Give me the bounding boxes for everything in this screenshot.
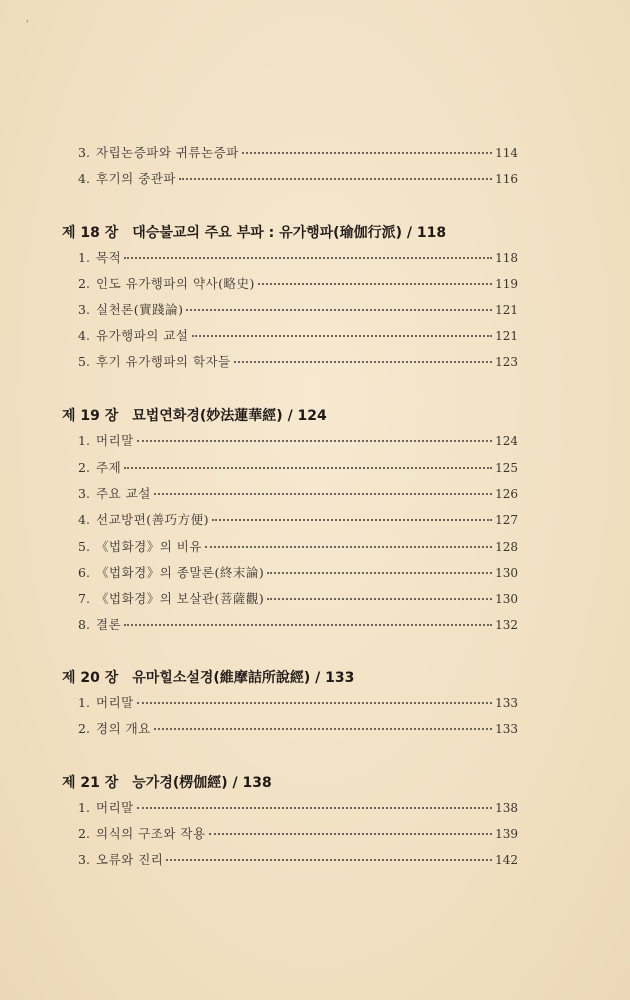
item-title: 선교방편(善巧方便) <box>96 512 210 527</box>
dot-leader <box>137 440 492 442</box>
item-number: 8. <box>78 617 90 632</box>
chapter-title: 능가경(楞伽經) / 138 <box>132 775 272 791</box>
toc-item <box>78 510 518 530</box>
dot-leader <box>154 493 492 495</box>
chapter-number: 제 19 장 <box>62 408 119 424</box>
item-title: 목적 <box>96 250 122 265</box>
page-number: 119 <box>495 277 518 291</box>
item-title: 주요 교설 <box>96 486 151 501</box>
toc-item <box>78 563 518 583</box>
item-number: 1. <box>78 250 90 265</box>
page-number: 139 <box>495 827 518 841</box>
item-number: 4. <box>78 328 90 343</box>
page-number: 121 <box>495 303 518 317</box>
chapter-number: 제 21 장 <box>62 775 119 791</box>
item-number: 2. <box>78 721 90 736</box>
item-number: 1. <box>78 800 90 815</box>
page-number: 142 <box>495 853 518 867</box>
item-title: 오류와 진리 <box>96 852 164 867</box>
dot-leader <box>179 178 492 180</box>
toc-item <box>78 798 518 818</box>
item-number: 2. <box>78 460 90 475</box>
chapter-heading <box>62 405 327 425</box>
item-title: 주제 <box>96 460 122 475</box>
page-number: 138 <box>495 801 518 815</box>
item-number: 4. <box>78 171 90 186</box>
item-title: 머리말 <box>96 695 134 710</box>
item-number: 5. <box>78 354 90 369</box>
dot-leader <box>192 335 493 337</box>
item-number: 2. <box>78 276 90 291</box>
toc-item <box>78 824 518 844</box>
chapter-heading <box>62 667 354 687</box>
dot-leader <box>137 702 492 704</box>
page-number: 121 <box>495 329 518 343</box>
chapter-title: 대승불교의 주요 부파 : 유가행파(瑜伽行派) / 118 <box>132 225 447 241</box>
item-number: 7. <box>78 591 90 606</box>
toc-item <box>78 326 518 346</box>
item-number: 2. <box>78 826 90 841</box>
dot-leader <box>242 152 492 154</box>
item-title: 인도 유가행파의 약사(略史) <box>96 276 255 291</box>
chapter-heading <box>62 222 446 242</box>
item-number: 3. <box>78 486 90 501</box>
dot-leader <box>166 859 492 861</box>
page-number: 126 <box>495 487 518 501</box>
page-number: 132 <box>495 618 518 632</box>
page-number: 116 <box>495 172 518 186</box>
chapter-title: 유마힐소설경(維摩詰所說經) / 133 <box>132 670 355 686</box>
page-number: 130 <box>495 592 518 606</box>
dot-leader <box>258 283 492 285</box>
dot-leader <box>186 309 492 311</box>
toc-item <box>78 719 518 739</box>
item-title: 머리말 <box>96 433 134 448</box>
dot-leader <box>234 361 492 363</box>
chapter-number: 제 20 장 <box>62 670 119 686</box>
page-number: 114 <box>495 146 518 160</box>
dot-leader <box>267 572 492 574</box>
toc-item <box>78 300 518 320</box>
chapter-number: 제 18 장 <box>62 225 119 241</box>
page-number: 133 <box>495 696 518 710</box>
toc-item <box>78 693 518 713</box>
item-title: 의식의 구조와 작용 <box>96 826 206 841</box>
toc-item <box>78 248 518 268</box>
dot-leader <box>212 519 492 521</box>
item-title: 《법화경》의 종말론(終末論) <box>96 565 265 580</box>
item-title: 경의 개요 <box>96 721 151 736</box>
page-number: 127 <box>495 513 518 527</box>
dot-leader <box>154 728 492 730</box>
toc-item <box>78 589 518 609</box>
toc-item <box>78 850 518 870</box>
toc-item <box>78 274 518 294</box>
item-title: 유가행파의 교설 <box>96 328 189 343</box>
dot-leader <box>124 467 492 469</box>
toc-item <box>78 537 518 557</box>
item-number: 1. <box>78 695 90 710</box>
toc-item <box>78 615 518 635</box>
page-number: 133 <box>495 722 518 736</box>
dot-leader <box>124 624 492 626</box>
toc-item <box>78 143 518 163</box>
dot-leader <box>267 598 492 600</box>
chapter-heading <box>62 772 272 792</box>
item-title: 후기 유가행파의 학자들 <box>96 354 231 369</box>
item-title: 자립논증파와 귀류논증파 <box>96 145 239 160</box>
page-number: 125 <box>495 461 518 475</box>
dot-leader <box>205 546 492 548</box>
toc-item <box>78 458 518 478</box>
toc-item <box>78 484 518 504</box>
item-title: 머리말 <box>96 800 134 815</box>
page-number: 124 <box>495 434 518 448</box>
page-number: 128 <box>495 540 518 554</box>
item-number: 6. <box>78 565 90 580</box>
page-number: 118 <box>495 251 518 265</box>
toc-item <box>78 352 518 372</box>
page-number: 123 <box>495 355 518 369</box>
corner-mark: ' <box>26 20 29 30</box>
item-title: 《법화경》의 비유 <box>96 539 202 554</box>
item-number: 3. <box>78 852 90 867</box>
item-number: 1. <box>78 433 90 448</box>
dot-leader <box>124 257 492 259</box>
item-number: 3. <box>78 302 90 317</box>
dot-leader <box>137 807 492 809</box>
item-number: 4. <box>78 512 90 527</box>
toc-item <box>78 431 518 451</box>
item-number: 3. <box>78 145 90 160</box>
toc-item <box>78 169 518 189</box>
item-number: 5. <box>78 539 90 554</box>
item-title: 후기의 중관파 <box>96 171 176 186</box>
item-title: 《법화경》의 보살관(菩薩觀) <box>96 591 265 606</box>
item-title: 결론 <box>96 617 122 632</box>
item-title: 실천론(實踐論) <box>96 302 184 317</box>
dot-leader <box>209 833 493 835</box>
page-number: 130 <box>495 566 518 580</box>
chapter-title: 묘법연화경(妙法蓮華經) / 124 <box>132 408 327 424</box>
